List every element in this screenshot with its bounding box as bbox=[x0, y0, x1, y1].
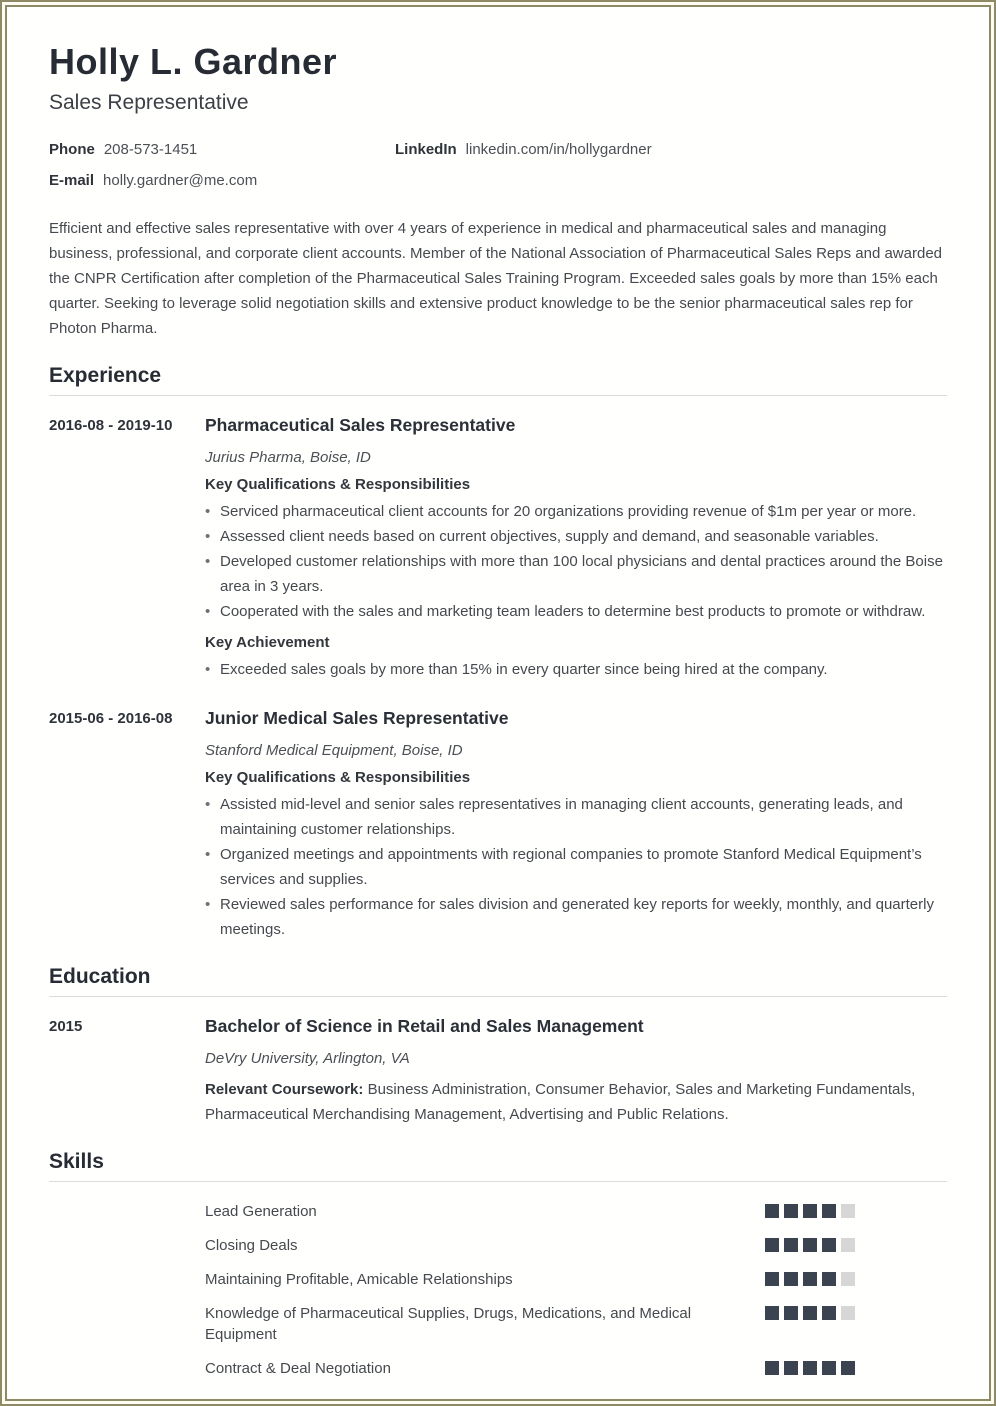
education-heading: Education bbox=[49, 965, 947, 997]
job-bullet-list bbox=[205, 499, 947, 624]
skill-square-filled bbox=[784, 1306, 798, 1320]
skill-level-indicator bbox=[765, 1303, 855, 1320]
job-bullet: • Serviced pharmaceutical client accounts for 20 organizations providing revenue of $1m per year or more. bbox=[205, 499, 947, 524]
skill-square-filled bbox=[784, 1361, 798, 1375]
coursework-text: Business Administration, Consumer Behavior, Sales and Marketing Fundamentals, Pharmaceutical Merchandising Management, Advertising and Public Relations. bbox=[205, 1081, 916, 1124]
job-bullet: • Organized meetings and appointments with regional companies to promote Stanford Medical Equipment’s services and supplies. bbox=[205, 842, 947, 892]
skill-square-filled bbox=[765, 1272, 779, 1286]
skill-square-filled bbox=[784, 1238, 798, 1252]
job-entry bbox=[49, 415, 947, 682]
job-bullet: • Developed customer relationships with more than 100 local physicians and dental practices around the Boise area in 3 years. bbox=[205, 549, 947, 599]
contact-linkedin-label: LinkedIn bbox=[395, 141, 457, 159]
skill-square-empty bbox=[841, 1238, 855, 1252]
job-title: Pharmaceutical Sales Representative bbox=[205, 415, 516, 436]
contact-email bbox=[49, 172, 395, 189]
skill-square-filled bbox=[803, 1272, 817, 1286]
skill-row bbox=[49, 1358, 947, 1379]
skills-section bbox=[49, 1150, 947, 1379]
job-entry bbox=[49, 708, 947, 942]
job-bullet-list bbox=[205, 792, 947, 942]
skill-row bbox=[49, 1269, 947, 1290]
skill-square-filled bbox=[841, 1361, 855, 1375]
contact-phone-value: 208-573-1451 bbox=[103, 141, 198, 159]
skill-square-filled bbox=[822, 1204, 836, 1218]
degree-title: Bachelor of Science in Retail and Sales Management bbox=[205, 1016, 644, 1037]
contact-phone-label: Phone bbox=[49, 141, 95, 159]
skill-square-empty bbox=[841, 1272, 855, 1286]
education-body bbox=[205, 1016, 947, 1127]
job-achievement-bullet: • Exceeded sales goals by more than 15% in every quarter since being hired at the company. bbox=[205, 657, 947, 682]
contact-phone bbox=[49, 141, 395, 158]
education-entry bbox=[49, 1016, 947, 1127]
skill-square-filled bbox=[765, 1204, 779, 1218]
experience-heading: Experience bbox=[49, 364, 947, 396]
skill-row bbox=[49, 1201, 947, 1222]
job-bullet: • Reviewed sales performance for sales division and generated key reports for weekly, monthly, and quarterly meetings. bbox=[205, 892, 947, 942]
contact-linkedin-value: linkedin.com/in/hollygardner bbox=[465, 141, 652, 159]
skill-level-indicator bbox=[765, 1358, 855, 1375]
skill-square-filled bbox=[822, 1361, 836, 1375]
skill-label: Lead Generation bbox=[205, 1203, 317, 1221]
skill-square-filled bbox=[822, 1238, 836, 1252]
skill-square-filled bbox=[784, 1204, 798, 1218]
job-company: Jurius Pharma, Boise, ID bbox=[205, 449, 371, 467]
skill-square-filled bbox=[784, 1272, 798, 1286]
education-dates: 2015 bbox=[49, 1018, 83, 1036]
education-section bbox=[49, 965, 947, 1127]
candidate-title: Sales Representative bbox=[49, 91, 249, 115]
skills-list bbox=[49, 1201, 947, 1379]
skill-square-filled bbox=[765, 1238, 779, 1252]
skill-square-filled bbox=[822, 1272, 836, 1286]
skill-label: Knowledge of Pharmaceutical Supplies, Drugs, Medications, and Medical Equipment bbox=[205, 1305, 692, 1344]
resume-page-inner bbox=[5, 5, 991, 1401]
skill-square-filled bbox=[822, 1306, 836, 1320]
job-achievement-heading: Key Achievement bbox=[205, 634, 330, 652]
contact-email-label: E-mail bbox=[49, 172, 95, 190]
job-dates: 2015-06 - 2016-08 bbox=[49, 710, 173, 728]
skill-square-filled bbox=[803, 1238, 817, 1252]
job-subheading: Key Qualifications & Responsibilities bbox=[205, 769, 471, 787]
job-achievement-list bbox=[205, 657, 947, 682]
school-name: DeVry University, Arlington, VA bbox=[205, 1050, 410, 1068]
job-bullet: • Cooperated with the sales and marketing team leaders to determine best products to promote or withdraw. bbox=[205, 599, 947, 624]
job-dates: 2016-08 - 2019-10 bbox=[49, 417, 173, 435]
job-subheading: Key Qualifications & Responsibilities bbox=[205, 476, 471, 494]
skill-square-filled bbox=[765, 1361, 779, 1375]
relevant-coursework bbox=[205, 1077, 947, 1127]
professional-summary: Efficient and effective sales representative with over 4 years of experience in medical and pharmaceutical sales and managing business, professional, and corporate client accounts. Member of the National Association of Pharmaceutical Sales Reps and awarded the CNPR Certification after completion of the Pharmaceutical Sales Training Program. Exceeded sales goals by more than 15% each quarter. Seeking to leverage solid negotiation skills and extensive product knowledge to be the senior pharmaceutical sales rep for Photon Pharma. bbox=[49, 220, 942, 338]
job-body bbox=[205, 415, 947, 682]
skill-level-indicator bbox=[765, 1269, 855, 1286]
contact-email-value: holly.gardner@me.com bbox=[103, 172, 258, 190]
skill-level-indicator bbox=[765, 1235, 855, 1252]
skill-square-filled bbox=[765, 1306, 779, 1320]
job-bullet: • Assisted mid-level and senior sales representatives in managing client accounts, generating leads, and maintaining customer relationships. bbox=[205, 792, 947, 842]
skill-level-indicator bbox=[765, 1201, 855, 1218]
experience-section bbox=[49, 364, 947, 942]
skill-square-empty bbox=[841, 1306, 855, 1320]
resume-header bbox=[49, 41, 947, 189]
skill-row bbox=[49, 1235, 947, 1256]
coursework-label: Relevant Coursework: bbox=[205, 1081, 364, 1099]
skill-square-filled bbox=[803, 1361, 817, 1375]
candidate-name: Holly L. Gardner bbox=[49, 41, 338, 82]
skill-row bbox=[49, 1303, 947, 1345]
job-bullet: • Assessed client needs based on current objectives, supply and demand, and seasonable variables. bbox=[205, 524, 947, 549]
skill-square-empty bbox=[841, 1204, 855, 1218]
skill-label: Maintaining Profitable, Amicable Relationships bbox=[205, 1271, 513, 1289]
skill-label: Closing Deals bbox=[205, 1237, 298, 1255]
skill-square-filled bbox=[803, 1306, 817, 1320]
job-company: Stanford Medical Equipment, Boise, ID bbox=[205, 742, 463, 760]
job-title: Junior Medical Sales Representative bbox=[205, 708, 509, 729]
skill-square-filled bbox=[803, 1204, 817, 1218]
skills-heading: Skills bbox=[49, 1150, 947, 1182]
skill-label: Contract & Deal Negotiation bbox=[205, 1360, 391, 1378]
contact-info bbox=[49, 141, 947, 189]
job-body bbox=[205, 708, 947, 942]
contact-linkedin bbox=[395, 141, 947, 158]
